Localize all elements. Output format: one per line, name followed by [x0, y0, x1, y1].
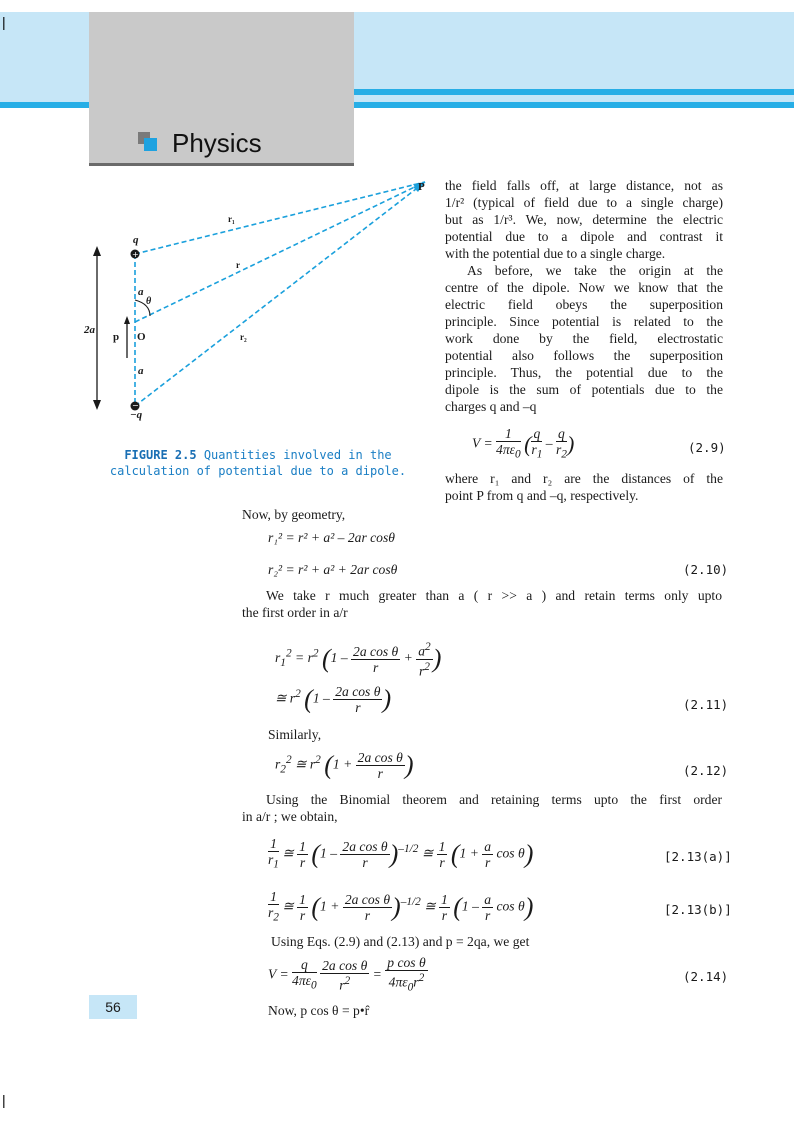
dipole-figure	[80, 170, 440, 430]
label-O: O	[137, 331, 146, 343]
label-a-bottom: a	[138, 365, 144, 377]
figure-caption-label: FIGURE 2.5	[124, 448, 197, 462]
label-P: P	[418, 181, 425, 193]
label-minus-q: −q	[130, 409, 143, 421]
label-r1: r₁	[228, 214, 235, 224]
take-r-paragraph: We take r much greater than a ( r >> a ) and retain terms only upto the first order in a/r	[242, 588, 722, 620]
label-r2: r₂	[240, 332, 247, 342]
crop-mark-bottom: |	[2, 1092, 6, 1108]
chapter-box-underline	[89, 163, 354, 166]
equation-number-2-10: (2.10)	[683, 562, 729, 577]
equation-2-14: V = $\frac{q}{4\pi\varepsilon_0}$ $\frac{\text{2a cos θ}}{r^2}$ = $\frac{\text{p cos θ}}{4\pi\varepsilon_0r^2}$	[268, 955, 426, 994]
equation-number-2-11: (2.11)	[683, 697, 729, 712]
geometry-intro: Now, by geometry,	[242, 507, 346, 522]
similarly-text: Similarly,	[268, 727, 322, 742]
binomial-paragraph: Using the Binomial theorem and retaining terms upto the first order in a/r ; we obtain,	[242, 792, 722, 824]
equation-r2-squared: r₂² = r² + a² + 2ar cosθ	[268, 562, 398, 577]
now-p-cos-text: Now, p cos θ = p•r̂	[268, 1003, 370, 1018]
plus-sign: +	[132, 250, 139, 259]
equation-2-13b: $\frac{1}{r_2}$ ≅ $\frac{1}{r}$ (1 + $\frac{\text{2a cos θ}}{r}$ )$^{-1/2}$ ≅ $\frac{1}{r}$ (1 – $\frac{a}{r}$ cos θ)	[268, 889, 534, 924]
r1-line	[135, 182, 425, 254]
label-2a: 2a	[84, 324, 95, 336]
equation-number-2-14: (2.14)	[683, 969, 729, 984]
minus-sign: −	[132, 401, 139, 410]
r-line	[135, 182, 425, 322]
equation-number-2-13b: [2.13(b)]	[664, 902, 732, 917]
equation-2-13a: $\frac{1}{r_1}$ ≅ $\frac{1}{r}$ (1 – $\frac{\text{2a cos θ}}{r}$ )$^{-1/2}$ ≅ $\frac{1}{r}$ (1 + $\frac{a}{r}$ cos θ)	[268, 836, 534, 871]
label-r: r	[236, 260, 240, 270]
equation-number-2-9: (2.9)	[688, 440, 726, 455]
chapter-title: Physics	[172, 128, 262, 158]
crop-mark-top: |	[2, 14, 6, 30]
arrow-down-icon	[93, 400, 101, 410]
label-theta: θ	[146, 296, 152, 307]
header-stripe-upper	[354, 89, 794, 95]
right-column-after-eq: where r₁ and r₂ are the distances of the point P from q and –q, respectively.	[445, 471, 723, 503]
label-p: p	[113, 331, 120, 343]
equation-2-9: V = $\frac{1}{4\pi\varepsilon_0}$ ( $\frac{q}{r_1}$ – $\frac{q}{r_2}$ )	[472, 426, 575, 461]
right-column-para1: the field falls off, at large distance, not as 1/r² (typical of field due to a single charge) but as 1/r³. We, now, determine the electric potential due to a dipole and contrast it with the potential due to a single charge.	[445, 178, 723, 261]
equation-number-2-13a: [2.13(a)]	[664, 849, 732, 864]
figure-caption	[88, 447, 428, 479]
equation-r1-squared: r₁² = r² + a² – 2ar cosθ	[268, 530, 395, 545]
equation-number-2-12: (2.12)	[683, 763, 729, 778]
label-a-top: a	[138, 286, 144, 298]
equation-2-11-line1: $r_1^2 = r^2$ (1 – $\frac{\text{2a cos θ}}{r}$ + $\frac{a^2}{r^2}$ )	[275, 641, 442, 679]
using-eqs-text: Using Eqs. (2.9) and (2.13) and p = 2qa, we get	[271, 934, 530, 949]
dipole-moment-arrow-icon	[124, 316, 130, 324]
arrow-up-icon	[93, 246, 101, 256]
label-q: q	[133, 234, 139, 246]
equation-2-11-line2: ≅ $r^2$ (1 – $\frac{\text{2a cos θ}}{r}$ )	[275, 684, 392, 715]
chapter-square-accent-icon	[144, 138, 157, 151]
equation-2-12: $r_2^2$ ≅ $r^2$ (1 + $\frac{\text{2a cos θ}}{r}$ )	[275, 750, 414, 781]
page-number: 56	[89, 995, 137, 1019]
figure-caption-text: Quantities involved in the calculation of potential due to a dipole.	[109, 448, 407, 478]
right-column-para2: As before, we take the origin at the centre of the dipole. Now we know that the electric field obeys the superposition principle. Since potential is related to the work done by the field, electrostatic potential also follows the superposition principle. Thus, the potential due to the dipole is the sum of potentials due to the charges q and –q	[445, 263, 723, 414]
r2-line	[135, 182, 425, 406]
